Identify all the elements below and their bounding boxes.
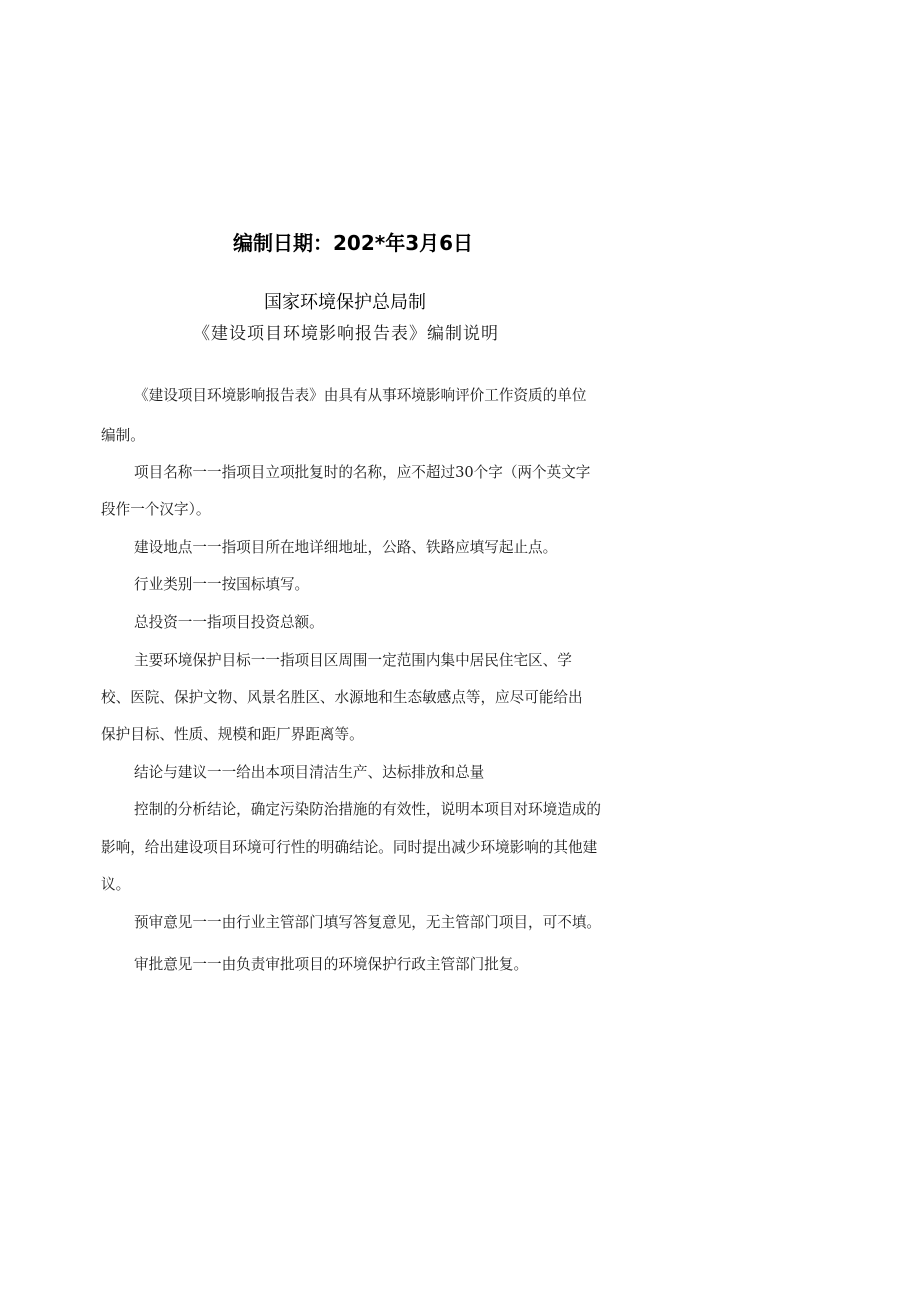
body-line: 行业类别一一按国标填写。 [134,576,310,593]
body-line: 项目名称一一指项目立项批复时的名称，应不超过30个字（两个英文字 [134,464,591,481]
body-line: 主要环境保护目标一一指项目区周围一定范围内集中居民住宅区、学 [134,652,572,669]
body-line: 段作一个汉字）。 [101,501,211,518]
body-line: 审批意见一一由负责审批项目的环境保护行政主管部门批复。 [134,956,529,973]
body-line: 影响，给出建设项目环境可行性的明确结论。同时提出减少环境影响的其他建 [101,839,598,856]
body-line: 《建设项目环境影响报告表》由具有从事环境影响评价工作资质的单位 [134,387,587,404]
body-line: 校、医院、保护文物、风景名胜区、水源地和生态敏感点等，应尽可能给出 [101,689,583,706]
issuer-line: 国家环境保护总局制 [264,292,426,313]
body-line: 预审意见一一由行业主管部门填写答复意见，无主管部门项目，可不填。 [134,914,602,931]
body-line: 建设地点一一指项目所在地详细地址，公路、铁路应填写起止点。 [134,539,558,556]
body-line: 总投资一一指项目投资总额。 [134,614,324,631]
body-line: 保护目标、性质、规模和距厂界距离等。 [101,726,364,743]
body-line: 控制的分析结论，确定污染防治措施的有效性，说明本项目对环境造成的 [134,801,602,818]
body-line: 结论与建议一一给出本项目清洁生产、达标排放和总量 [134,764,485,781]
document-title: 《建设项目环境影响报告表》编制说明 [193,324,499,344]
compile-date: 编制日期：202*年3月6日 [233,231,474,255]
body-line: 议。 [101,876,131,893]
body-line: 编制。 [101,427,145,444]
